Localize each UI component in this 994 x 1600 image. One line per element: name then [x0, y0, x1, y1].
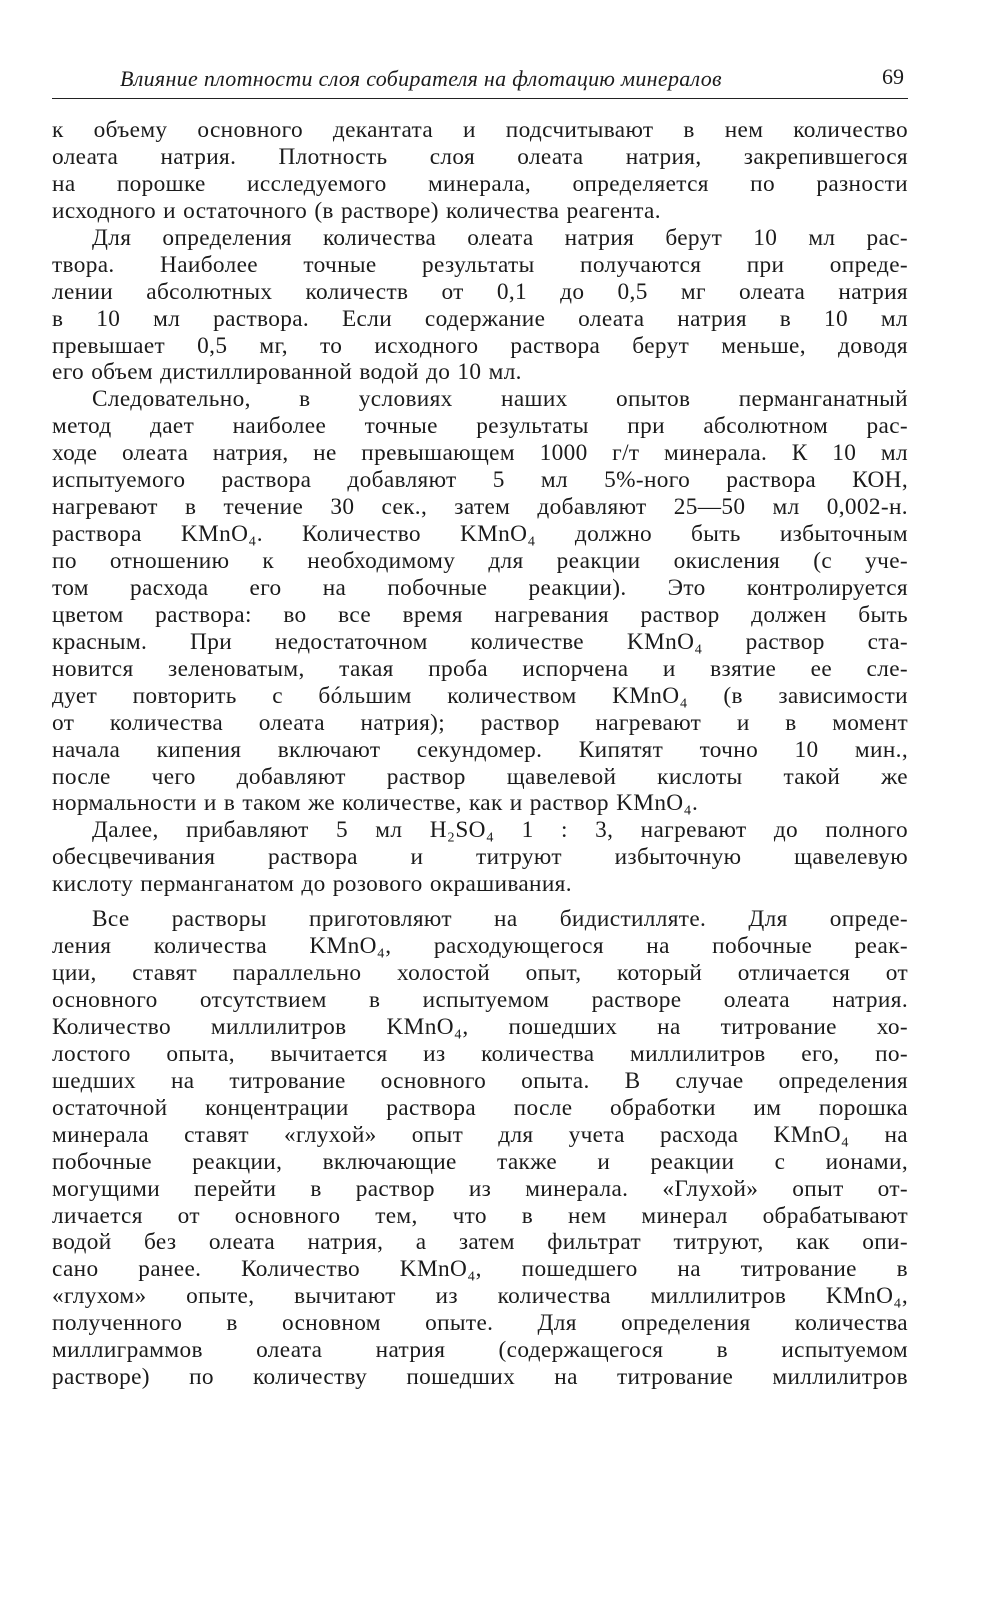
paragraph	[52, 225, 908, 387]
text-line: цветом раствора: во все время нагревания раствор должен быть	[52, 601, 908, 628]
text-line: ции, ставят параллельно холостой опыт, который отличается от	[52, 960, 908, 987]
text-line: превышает 0,5 мг, то исходного раствора берут меньше, доводя	[52, 332, 908, 359]
text-line: по отношению к необходимому для реакции окисления (с уче-	[52, 548, 908, 574]
text-line: лостого опыта, вычитается из количества миллилитров его, по-	[52, 1040, 908, 1067]
text-line: том расхода его на побочные реакции). Это контролируется	[52, 574, 908, 601]
body-text	[52, 117, 908, 1391]
text-line: Далее, прибавляют 5 мл H₂SO₄ 1 : 3, нагревают до полного	[92, 817, 908, 844]
paragraph	[52, 386, 908, 817]
text-line: ходе олеата натрия, не превышающем 1000 г/т минерала. К 10 мл	[52, 440, 908, 467]
text-line: Следовательно, в условиях наших опытов перманганатный	[92, 386, 908, 413]
text-line: после чего добавляют раствор щавелевой кислоты такой же	[52, 763, 908, 790]
paragraph	[52, 906, 908, 1391]
text-line: могущими перейти в раствор из минерала. «Глухой» опыт от-	[52, 1175, 908, 1202]
paragraph	[52, 117, 908, 225]
text-line: лении абсолютных количеств от 0,1 до 0,5 мг олеата натрия	[52, 278, 908, 305]
text-line: минерала ставят «глухой» опыт для учета расхода KMnO₄ на	[52, 1121, 908, 1148]
text-line: дует повторить с бóльшим количеством KMnO₄ (в зависимости	[52, 682, 908, 709]
text-line: олеата натрия. Плотность слоя олеата натрия, закрепившегося	[52, 143, 908, 170]
text-line: новится зеленоватым, такая проба испорчена и взятие ее сле-	[52, 655, 908, 682]
text-line: метод дает наиболее точные результаты при абсолютном рас-	[52, 413, 908, 440]
text-line: шедших на титрование основного опыта. В случае определения	[52, 1067, 908, 1094]
text-line: исходного и остаточного (в растворе) количества реагента.	[52, 197, 661, 224]
text-line: Для определения количества олеата натрия берут 10 мл рас-	[92, 224, 908, 251]
page-number: 69	[882, 64, 904, 89]
text-line: водой без олеата натрия, а затем фильтрат титруют, как опи-	[52, 1229, 908, 1256]
text-line: кислоту перманганатом до розового окрашивания.	[52, 871, 572, 898]
text-line: от количества олеата натрия); раствор нагревают и в момент	[52, 709, 908, 736]
text-line: полученного в основном опыте. Для определения количества	[52, 1310, 908, 1337]
running-title: Влияние плотности слоя собирателя на флотацию минералов	[120, 66, 722, 91]
text-line: основного отсутствием в испытуемом растворе олеата натрия.	[52, 987, 908, 1013]
text-line: сано ранее. Количество KMnO₄, пошедшего на титрование в	[52, 1256, 908, 1283]
text-line: красным. При недостаточном количестве KMnO₄ раствор ста-	[52, 628, 908, 655]
text-line: побочные реакции, включающие также и реакции с ионами,	[52, 1148, 908, 1175]
text-line: «глухом» опыте, вычитают из количества миллилитров KMnO₄,	[52, 1283, 908, 1310]
text-line: раствора KMnO₄. Количество KMnO₄ должно быть избыточным	[52, 521, 908, 548]
text-line: испытуемого раствора добавляют 5 мл 5%-ного раствора КОН,	[52, 467, 908, 494]
paragraph-gap	[52, 898, 908, 906]
text-line: остаточной концентрации раствора после обработки им порошка	[52, 1094, 908, 1121]
text-line: твора. Наиболее точные результаты получаются при опреде-	[52, 251, 908, 278]
text-line: в 10 мл раствора. Если содержание олеата натрия в 10 мл	[52, 305, 908, 332]
text-line: миллиграммов олеата натрия (содержащегося в испытуемом	[52, 1337, 908, 1364]
text-line: его объем дистиллированной водой до 10 мл.	[52, 359, 522, 386]
paragraph	[52, 817, 908, 898]
book-page	[52, 62, 908, 1391]
text-line: личается от основного тем, что в нем минерал обрабатывают	[52, 1202, 908, 1229]
running-head	[52, 62, 908, 99]
text-line: обесцвечивания раствора и титруют избыточную щавелевую	[52, 844, 908, 871]
text-line: начала кипения включают секундомер. Кипятят точно 10 мин.,	[52, 736, 908, 763]
text-line: нормальности и в таком же количестве, как и раствор KMnO₄.	[52, 790, 699, 817]
text-line: Все растворы приготовляют на бидистилляте. Для опреде-	[92, 906, 908, 933]
text-line: растворе) по количеству пошедших на титрование миллилитров	[52, 1364, 908, 1391]
text-line: ления количества KMnO₄, расходующегося на побочные реак-	[52, 933, 908, 960]
text-line: к объему основного декантата и подсчитывают в нем количество	[52, 117, 908, 143]
text-line: на порошке исследуемого минерала, определяется по разности	[52, 170, 908, 197]
text-line: Количество миллилитров KMnO₄, пошедших на титрование хо-	[52, 1013, 908, 1040]
text-line: нагревают в течение 30 сек., затем добавляют 25—50 мл 0,002-н.	[52, 494, 908, 521]
